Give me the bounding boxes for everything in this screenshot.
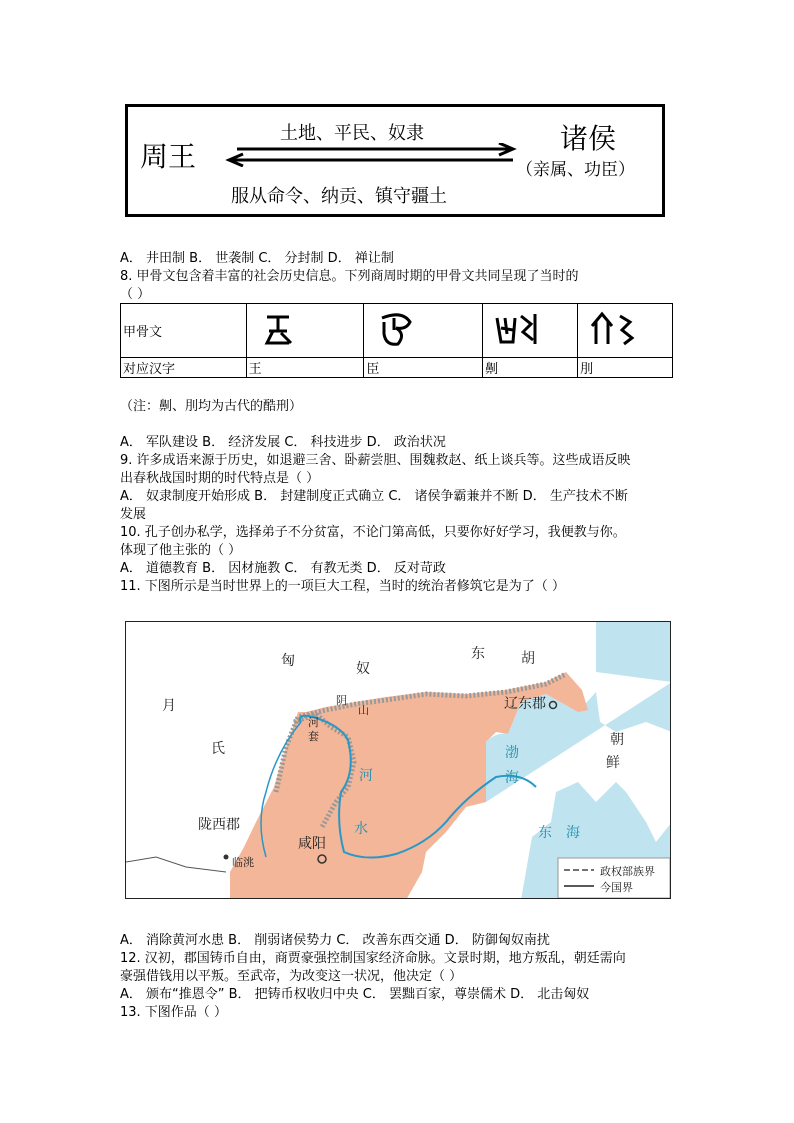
hanzi-cell: 臣 <box>364 358 483 378</box>
q11-options: A． 消除黄河水患 B． 削弱诸侯势力 C． 改善东西交通 D． 防御匈奴南扰 <box>120 933 550 948</box>
table-row <box>121 358 673 378</box>
row-header-hanzi: 对应汉字 <box>121 358 247 378</box>
table-row <box>121 304 673 358</box>
q7-options: A． 井田制 B． 世袭制 C． 分封制 D． 禅让制 <box>120 251 394 266</box>
q12-stem-2: 豪强借钱用以平叛。至武帝，为改变这一状况，他决定（ ） <box>120 969 463 984</box>
map-label: 鲜 <box>606 755 620 771</box>
map-label: 渤 <box>505 745 519 761</box>
oracle-glyph-wang <box>246 304 364 358</box>
oracle-glyph-yue <box>578 304 673 358</box>
legend-modern-label: 今国界 <box>600 881 633 894</box>
hanzi-cell: 劓 <box>483 358 578 378</box>
map-label: 山 <box>358 704 369 717</box>
map-label: 奴 <box>356 661 370 677</box>
map-label: 氏 <box>211 741 225 757</box>
diagram-left-label: 周王 <box>140 140 197 173</box>
hanzi-cell: 刖 <box>578 358 673 378</box>
map-label: 东 <box>471 646 485 662</box>
map-label: 朝 <box>610 732 624 748</box>
map-label: 月 <box>162 698 176 714</box>
row-header-oracle: 甲骨文 <box>121 304 247 358</box>
oracle-bone-table <box>120 303 673 378</box>
map-label-xianyang: 咸阳 <box>298 836 326 852</box>
map-label: 胡 <box>521 651 535 667</box>
map-label: 套 <box>308 730 319 743</box>
map-label: 阴 <box>336 694 347 707</box>
map-label: 海 <box>505 770 519 786</box>
q9-stem-1: 9. 许多成语来源于历史，如退避三舍、卧薪尝胆、围魏救赵、纸上谈兵等。这些成语反映 <box>120 453 631 468</box>
q11-stem: 11. 下图所示是当时世界上的一项巨大工程，当时的统治者修筑它是为了（ ） <box>120 579 565 594</box>
q9-stem-2: 出春秋战国时期的时代特点是（ ） <box>120 471 320 486</box>
q9-options-2: 发展 <box>120 507 147 522</box>
q13-stem: 13. 下图作品（ ） <box>120 1005 227 1020</box>
great-wall-map <box>125 621 671 899</box>
legend-border-label: 政权部族界 <box>600 865 655 878</box>
diagram-right-title: 诸侯 <box>560 122 617 155</box>
feudal-diagram <box>125 104 665 217</box>
q8-stem-2: （ ） <box>120 287 151 302</box>
diagram-top-text: 土地、平民、奴隶 <box>280 123 424 144</box>
map-label-lintao: 临洮 <box>232 856 254 869</box>
oracle-glyph-yi <box>483 304 578 358</box>
map-label: 东 海 <box>538 825 580 841</box>
diagram-right-sub: （亲属、功臣） <box>516 160 635 180</box>
q12-options: A． 颁布“推恩令” B． 把铸币权收归中央 C． 罢黜百家，尊崇儒术 D． 北击匈奴 <box>120 987 590 1002</box>
map-label-liaodong: 辽东郡 <box>504 696 546 712</box>
hanzi-cell: 王 <box>246 358 364 378</box>
map-label: 河 <box>359 768 373 784</box>
q10-stem-1: 10. 孔子创办私学，选择弟子不分贫富，不论门第高低，只要你好好学习，我便教与你。 <box>120 525 626 540</box>
q9-options-1: A． 奴隶制度开始形成 B． 封建制度正式确立 C． 诸侯争霸兼并不断 D． 生产技术不断 <box>120 489 628 504</box>
q10-options: A． 道德教育 B． 因材施教 C． 有教无类 D． 反对苛政 <box>120 561 446 576</box>
map-label: 水 <box>354 821 368 837</box>
q10-stem-2: 体现了他主张的（ ） <box>120 543 242 558</box>
map-label: 匈 <box>281 653 295 669</box>
double-arrow-icon <box>223 143 523 167</box>
oracle-glyph-chen <box>364 304 483 358</box>
q8-stem-1: 8. 甲骨文包含着丰富的社会历史信息。下列商周时期的甲骨文共同呈现了当时的 <box>120 269 579 284</box>
q8-note: （注：劓、刖均为古代的酷刑） <box>120 399 303 414</box>
q8-options: A． 军队建设 B． 经济发展 C． 科技进步 D． 政治状况 <box>120 435 446 450</box>
map-label: 河 <box>308 716 319 729</box>
diagram-bottom-text: 服从命令、纳贡、镇守疆土 <box>231 186 447 207</box>
map-svg <box>126 622 671 899</box>
lintao-marker-icon <box>224 855 229 860</box>
map-label-longxi: 陇西郡 <box>198 817 240 833</box>
q12-stem-1: 12. 汉初，郡国铸币自由，商贾豪强控制国家经济命脉。文景时期，地方叛乱，朝廷需向 <box>120 951 626 966</box>
